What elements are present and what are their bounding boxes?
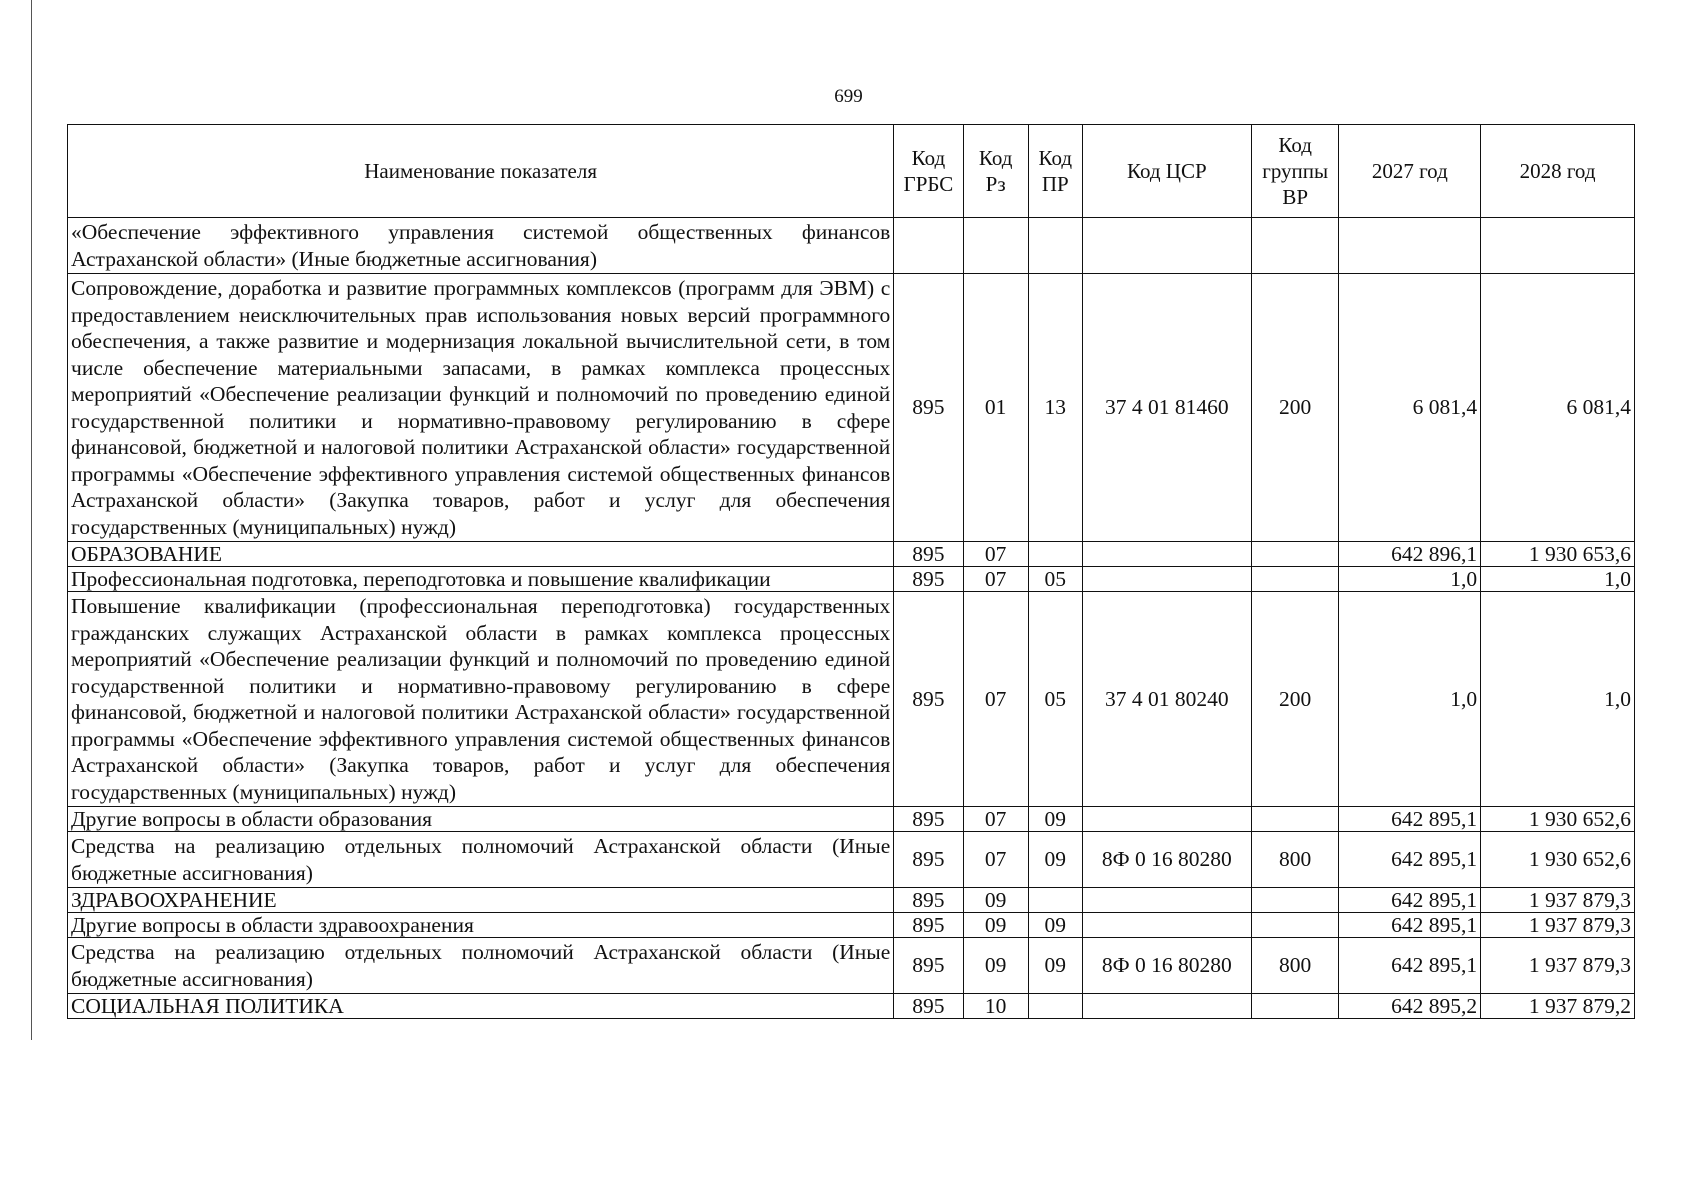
row-pr: 05 bbox=[1028, 567, 1082, 592]
row-2027 bbox=[1339, 218, 1481, 274]
row-rz: 07 bbox=[963, 592, 1028, 807]
row-grbs: 895 bbox=[894, 888, 963, 913]
row-grbs: 895 bbox=[894, 567, 963, 592]
row-rz: 07 bbox=[963, 542, 1028, 567]
table-row bbox=[68, 938, 1635, 994]
row-name: «Обеспечение эффективного управления системой общественных финансов Астраханской области» (Иные бюджетные ассигнования) bbox=[68, 218, 894, 274]
row-2028: 1,0 bbox=[1481, 592, 1635, 807]
row-2027: 1,0 bbox=[1339, 592, 1481, 807]
row-rz: 10 bbox=[963, 994, 1028, 1019]
row-name: Другие вопросы в области образования bbox=[68, 807, 894, 832]
table-row bbox=[68, 832, 1635, 888]
row-csr bbox=[1082, 542, 1251, 567]
row-name: ОБРАЗОВАНИЕ bbox=[68, 542, 894, 567]
row-vr bbox=[1251, 218, 1339, 274]
row-rz: 09 bbox=[963, 913, 1028, 938]
row-csr bbox=[1082, 888, 1251, 913]
row-2027: 642 895,1 bbox=[1339, 913, 1481, 938]
row-csr bbox=[1082, 567, 1251, 592]
table-row bbox=[68, 542, 1635, 567]
row-csr: 37 4 01 81460 bbox=[1082, 274, 1251, 542]
row-grbs: 895 bbox=[894, 542, 963, 567]
row-2027: 642 895,1 bbox=[1339, 888, 1481, 913]
header-pr: Код ПР bbox=[1028, 125, 1082, 218]
row-grbs: 895 bbox=[894, 592, 963, 807]
header-rz: Код Рз bbox=[963, 125, 1028, 218]
header-2027: 2027 год bbox=[1339, 125, 1481, 218]
row-vr bbox=[1251, 994, 1339, 1019]
left-margin-line bbox=[31, 0, 32, 1040]
row-vr bbox=[1251, 913, 1339, 938]
row-grbs bbox=[894, 218, 963, 274]
row-pr: 09 bbox=[1028, 832, 1082, 888]
row-rz: 01 bbox=[963, 274, 1028, 542]
table-row bbox=[68, 218, 1635, 274]
row-2028 bbox=[1481, 218, 1635, 274]
header-grbs: Код ГРБС bbox=[894, 125, 963, 218]
header-vr: Код группы ВР bbox=[1251, 125, 1339, 218]
table-row bbox=[68, 567, 1635, 592]
row-vr bbox=[1251, 567, 1339, 592]
table-header-row bbox=[68, 125, 1635, 218]
row-2028: 1 930 653,6 bbox=[1481, 542, 1635, 567]
table-row bbox=[68, 592, 1635, 807]
table-row bbox=[68, 807, 1635, 832]
row-2027: 642 895,1 bbox=[1339, 807, 1481, 832]
row-rz: 07 bbox=[963, 807, 1028, 832]
row-grbs: 895 bbox=[894, 913, 963, 938]
header-2028: 2028 год bbox=[1481, 125, 1635, 218]
row-csr: 8Ф 0 16 80280 bbox=[1082, 938, 1251, 994]
row-name: Средства на реализацию отдельных полномочий Астраханской области (Иные бюджетные ассигнования) bbox=[68, 938, 894, 994]
row-vr: 800 bbox=[1251, 938, 1339, 994]
row-pr: 09 bbox=[1028, 938, 1082, 994]
row-2027: 6 081,4 bbox=[1339, 274, 1481, 542]
row-pr bbox=[1028, 218, 1082, 274]
row-pr bbox=[1028, 994, 1082, 1019]
row-vr bbox=[1251, 888, 1339, 913]
row-name: СОЦИАЛЬНАЯ ПОЛИТИКА bbox=[68, 994, 894, 1019]
row-name: Другие вопросы в области здравоохранения bbox=[68, 913, 894, 938]
row-rz: 07 bbox=[963, 567, 1028, 592]
table-row bbox=[68, 274, 1635, 542]
row-2028: 1 937 879,2 bbox=[1481, 994, 1635, 1019]
table-row bbox=[68, 913, 1635, 938]
row-pr: 13 bbox=[1028, 274, 1082, 542]
row-rz: 09 bbox=[963, 938, 1028, 994]
row-vr: 800 bbox=[1251, 832, 1339, 888]
row-csr bbox=[1082, 994, 1251, 1019]
row-grbs: 895 bbox=[894, 938, 963, 994]
row-2028: 6 081,4 bbox=[1481, 274, 1635, 542]
row-vr bbox=[1251, 542, 1339, 567]
header-name: Наименование показателя bbox=[68, 125, 894, 218]
row-name: Средства на реализацию отдельных полномочий Астраханской области (Иные бюджетные ассигнования) bbox=[68, 832, 894, 888]
table-row bbox=[68, 888, 1635, 913]
row-rz: 09 bbox=[963, 888, 1028, 913]
row-pr: 09 bbox=[1028, 913, 1082, 938]
row-pr bbox=[1028, 888, 1082, 913]
row-2027: 642 895,1 bbox=[1339, 938, 1481, 994]
row-2027: 642 896,1 bbox=[1339, 542, 1481, 567]
row-2027: 642 895,2 bbox=[1339, 994, 1481, 1019]
row-vr: 200 bbox=[1251, 274, 1339, 542]
table-row bbox=[68, 994, 1635, 1019]
row-2028: 1 937 879,3 bbox=[1481, 888, 1635, 913]
header-csr: Код ЦСР bbox=[1082, 125, 1251, 218]
page-number: 699 bbox=[834, 86, 863, 107]
row-rz bbox=[963, 218, 1028, 274]
row-2028: 1 937 879,3 bbox=[1481, 938, 1635, 994]
row-grbs: 895 bbox=[894, 994, 963, 1019]
row-csr bbox=[1082, 807, 1251, 832]
row-pr bbox=[1028, 542, 1082, 567]
row-rz: 07 bbox=[963, 832, 1028, 888]
row-2028: 1 930 652,6 bbox=[1481, 832, 1635, 888]
row-name: Сопровождение, доработка и развитие программных комплексов (программ для ЭВМ) с предоставлением неисключительных прав использования новых версий программного обеспечения, а также развитие и модернизация локальной вычислительной сети, в том числе обеспечение материальными запасами, в рамках комплекса процессных мероприятий «Обеспечение реализации функций и полномочий по проведению единой государственной политики и нормативно-правовому регулированию в сфере финансовой, бюджетной и налоговой политики Астраханской области» государственной программы «Обеспечение эффективного управления системой общественных финансов Астраханской области» (Закупка товаров, работ и услуг для обеспечения государственных (муниципальных) нужд) bbox=[68, 274, 894, 542]
row-vr bbox=[1251, 807, 1339, 832]
row-2028: 1 930 652,6 bbox=[1481, 807, 1635, 832]
row-vr: 200 bbox=[1251, 592, 1339, 807]
budget-table bbox=[67, 124, 1635, 1019]
row-2027: 642 895,1 bbox=[1339, 832, 1481, 888]
row-2028: 1 937 879,3 bbox=[1481, 913, 1635, 938]
row-name: Профессиональная подготовка, переподготовка и повышение квалификации bbox=[68, 567, 894, 592]
row-grbs: 895 bbox=[894, 832, 963, 888]
row-2027: 1,0 bbox=[1339, 567, 1481, 592]
row-csr bbox=[1082, 218, 1251, 274]
row-grbs: 895 bbox=[894, 274, 963, 542]
row-pr: 09 bbox=[1028, 807, 1082, 832]
row-name: Повышение квалификации (профессиональная переподготовка) государственных гражданских служащих Астраханской области в рамках комплекса процессных мероприятий «Обеспечение реализации функций и полномочий по проведению единой государственной политики и нормативно-правовому регулированию в сфере финансовой, бюджетной и налоговой политики Астраханской области» государственной программы «Обеспечение эффективного управления системой общественных финансов Астраханской области» (Закупка товаров, работ и услуг для обеспечения государственных (муниципальных) нужд) bbox=[68, 592, 894, 807]
row-2028: 1,0 bbox=[1481, 567, 1635, 592]
row-grbs: 895 bbox=[894, 807, 963, 832]
row-pr: 05 bbox=[1028, 592, 1082, 807]
row-csr: 8Ф 0 16 80280 bbox=[1082, 832, 1251, 888]
row-csr: 37 4 01 80240 bbox=[1082, 592, 1251, 807]
row-csr bbox=[1082, 913, 1251, 938]
row-name: ЗДРАВООХРАНЕНИЕ bbox=[68, 888, 894, 913]
